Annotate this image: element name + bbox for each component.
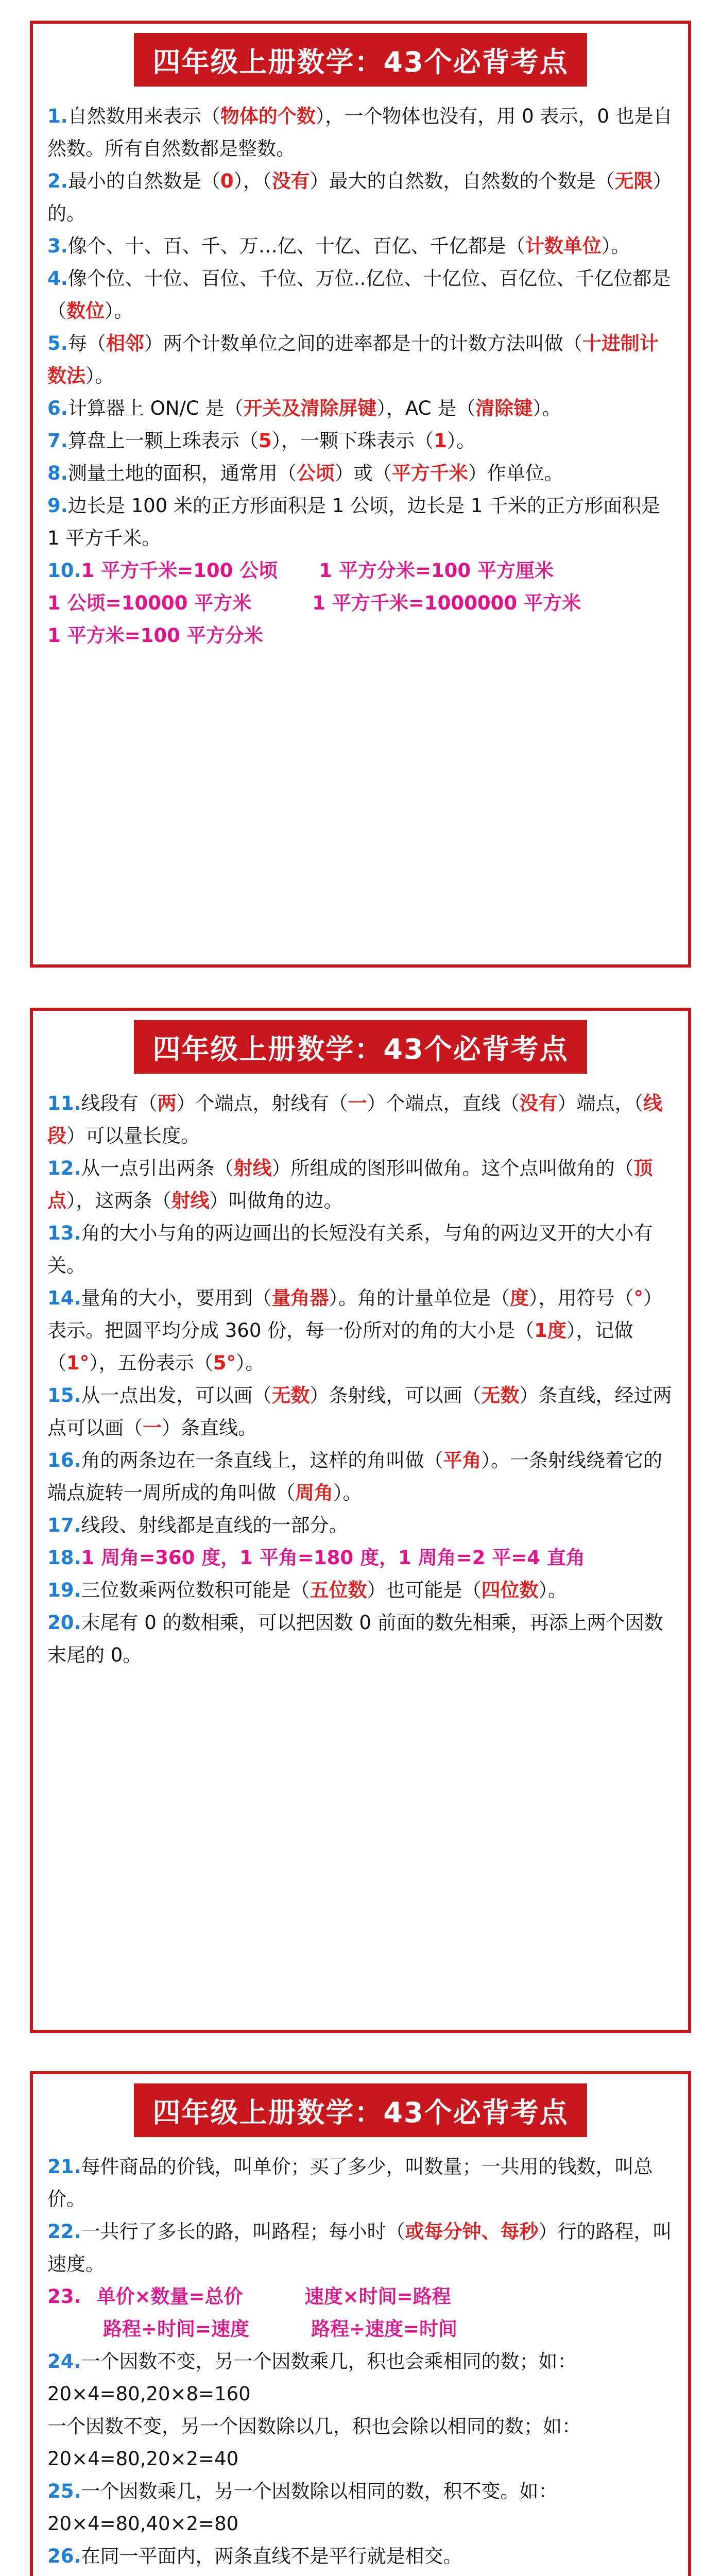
item-number: 14.	[47, 1287, 81, 1309]
highlight-text: 无限	[614, 170, 653, 192]
list-item	[47, 2475, 674, 2540]
list-item	[47, 165, 674, 230]
highlight-text: 五位数	[310, 1579, 367, 1601]
highlight-text: 没有	[519, 1092, 558, 1114]
item-text: ），AC 是（	[376, 397, 476, 419]
item-text: ）端点，（	[557, 1092, 644, 1114]
highlight-text: 一	[348, 1092, 367, 1114]
list-item	[47, 1606, 674, 1671]
item-text: 三位数乘两位数积可能是（	[81, 1579, 310, 1601]
highlight-text: 射线	[171, 1190, 210, 1212]
list-item	[47, 262, 674, 327]
item-text: 像个位、十位、百位、千位、万位..亿位、十亿位、百亿位、千亿位都是（	[47, 267, 671, 322]
item-text: ）最大的自然数，自然数的个数是（	[310, 170, 615, 192]
list-item	[47, 1574, 674, 1606]
item-text: 从一点引出两条（	[81, 1157, 234, 1179]
item-text: ）条直线，经过两点可以画（	[47, 1384, 672, 1439]
highlight-text: °	[633, 1287, 644, 1309]
item-text: 一个因数乘几，另一个因数除以相同的数，积不变。如：20×4=80,40×2=80	[47, 2480, 558, 2535]
item-number: 11.	[47, 1092, 81, 1114]
list-item	[47, 1509, 674, 1541]
list-item	[47, 489, 674, 554]
item-text: ）条射线，可以画（	[310, 1384, 482, 1406]
item-text: ）个端点，射线有（	[176, 1092, 348, 1114]
item-text: 末尾有 0 的数相乘，可以把因数 0 前面的数先相乘，再添上两个因数末尾的 0。	[47, 1612, 663, 1666]
item-text: 计算器上 ON/C 是（	[67, 397, 244, 419]
item-text: 角的大小与角的两边画出的长短没有关系，与角的两边叉开的大小有关。	[47, 1222, 653, 1277]
item-10-line2: 1 公顷=10000 平方米 1 平方千米=1000000 平方米	[47, 592, 581, 614]
item-text: 像个、十、百、千、万…亿、十亿、百亿、千亿都是（	[67, 235, 525, 257]
card-title: 四年级上册数学：43个必背考点	[134, 1020, 587, 1074]
item-number: 22.	[47, 2221, 81, 2243]
item-text: ）两个计数单位之间的进率都是十的计数方法叫做（	[144, 332, 582, 354]
list-item	[47, 1444, 674, 1509]
highlight-text: 开关及清除屏键	[243, 397, 377, 419]
list-item	[47, 2540, 674, 2572]
item-number: 4.	[47, 267, 68, 290]
item-text: ），这两条（	[66, 1190, 171, 1212]
item-text: 一个因数不变，另一个因数乘几，积也会乘相同的数；如：20×4=80,20×8=160	[47, 2350, 577, 2405]
item-text: 角的两条边在一条直线上，这样的角叫做（	[81, 1449, 443, 1471]
item-text: 在同一平面内，两条直线不是平行就是相交。	[81, 2545, 462, 2567]
item-number: 2.	[47, 170, 68, 192]
highlight-text: 周角	[295, 1482, 333, 1504]
list-item	[47, 1217, 674, 1282]
item-number: 17.	[47, 1514, 81, 1536]
item-text: 线段、射线都是直线的一部分。	[81, 1514, 348, 1536]
item-23: 23. 单价×数量=总价 速度×时间=路程	[47, 2285, 451, 2308]
list-item	[47, 1379, 674, 1444]
list-item	[47, 2215, 674, 2280]
highlight-text: 公顷	[296, 462, 335, 484]
highlight-text: 无数	[271, 1384, 310, 1406]
item-number: 13.	[47, 1222, 81, 1244]
highlight-text: 计数单位	[525, 235, 602, 257]
item-text: 从一点出发，可以画（	[81, 1384, 272, 1406]
highlight-text: 平角	[443, 1449, 482, 1471]
card-title: 四年级上册数学：43个必背考点	[134, 33, 587, 87]
item-text: 测量土地的面积，通常用（	[67, 462, 297, 484]
highlight-text: 1度	[534, 1319, 566, 1342]
highlight-text: 度	[510, 1287, 529, 1309]
item-text: ）所组成的图形叫做角。这个点叫做角的（	[271, 1157, 634, 1179]
item-number: 21.	[47, 2156, 81, 2178]
item-text: ）。	[538, 1579, 568, 1601]
item-18: 18.1 周角=360 度，1 平角=180 度，1 周角=2 平=4 直角	[47, 1547, 585, 1569]
item-number: 15.	[47, 1384, 81, 1406]
highlight-text: 数位	[66, 300, 105, 322]
item-number: 16.	[47, 1449, 81, 1471]
item-text: ）。	[533, 397, 561, 419]
highlight-text: 1°	[66, 1352, 90, 1374]
item-text: ）行的路程，叫速度。	[47, 2221, 672, 2275]
list-item	[47, 425, 674, 457]
item-text: ）或（	[334, 462, 392, 484]
item-number: 9.	[47, 495, 68, 517]
item-text: ），（	[233, 170, 272, 192]
highlight-text: 相邻	[106, 332, 144, 354]
highlight-text: 物体的个数	[220, 105, 316, 127]
item-text: ）作单位。	[468, 462, 563, 484]
item-10-line3: 1 平方米=100 平方分米	[47, 624, 263, 647]
item-text: ）。一条射线绕着它的端点旋转一周所成的角叫做（	[47, 1449, 663, 1504]
item-23-line2: 路程÷时间=速度 路程÷速度=时间	[103, 2318, 458, 2340]
item-text: 最小的自然数是（	[67, 170, 220, 192]
item-number: 19.	[47, 1579, 81, 1601]
list-item	[47, 2572, 674, 2576]
highlight-text: 没有	[271, 170, 310, 192]
item-10: 10.1 平方千米=100 公顷 1 平方分米=100 平方厘米	[47, 560, 554, 582]
highlight-text: 无数	[481, 1384, 520, 1406]
highlight-text: 5°	[213, 1352, 236, 1374]
highlight-text: 0	[220, 170, 234, 192]
item-number: 7.	[47, 430, 68, 452]
highlight-text: 线段	[47, 1092, 663, 1147]
item-text: 每件商品的价钱，叫单价；买了多少，叫数量；一共用的钱数，叫总价。	[47, 2156, 653, 2210]
highlight-text: 顶点	[47, 1157, 653, 1212]
highlight-text: 1	[434, 430, 447, 452]
card-2	[30, 1008, 691, 2033]
item-text: ）。	[105, 300, 133, 322]
item-number: 6.	[47, 397, 68, 419]
list-item	[47, 2150, 674, 2215]
item-number: 20.	[47, 1612, 81, 1634]
list-item	[47, 2410, 674, 2475]
item-text: 算盘上一颗上珠表示（	[67, 430, 259, 452]
item-number: 8.	[47, 462, 68, 484]
item-text: 量角的大小，要用到（	[81, 1287, 272, 1309]
item-text: ）个端点，直线（	[367, 1092, 520, 1114]
item-text: ），用符号（	[529, 1287, 634, 1309]
item-text: ）也可能是（	[367, 1579, 482, 1601]
item-number: 12.	[47, 1157, 81, 1179]
item-text: ），记做（	[47, 1319, 633, 1374]
list-item	[47, 457, 674, 489]
highlight-text: 平方千米	[391, 462, 468, 484]
highlight-text: 5	[258, 430, 272, 452]
list-item	[47, 2345, 674, 2410]
item-text: ）表示。把圆平均分成 360 份，每一份所对的角的大小是（	[47, 1287, 663, 1342]
item-text: ）的。	[47, 170, 672, 225]
highlight-text: 清除键	[475, 397, 533, 419]
item-text: ）。	[236, 1352, 265, 1374]
highlight-text: 两	[157, 1092, 177, 1114]
card-1	[30, 21, 691, 968]
item-text: ）。	[85, 365, 114, 387]
item-number: 25.	[47, 2480, 81, 2502]
card-3	[30, 2071, 691, 2576]
highlight-text: 一	[143, 1417, 162, 1439]
item-text: ），五份表示（	[89, 1352, 213, 1374]
list-item	[47, 230, 674, 262]
list-item	[47, 1282, 674, 1379]
item-text: ），一颗下珠表示（	[271, 430, 434, 452]
item-text: ）。	[601, 235, 630, 257]
item-text: 一共行了多长的路，叫路程；每小时（	[81, 2221, 405, 2243]
item-number: 5.	[47, 332, 68, 354]
item-number: 24.	[47, 2350, 81, 2372]
item-text: 每（	[67, 332, 106, 354]
highlight-text: 十进制计数法	[47, 332, 659, 387]
highlight-text: 或每分钟、每秒	[405, 2221, 539, 2243]
item-text: ）。	[447, 430, 476, 452]
highlight-text: 射线	[233, 1157, 272, 1179]
item-text: ）叫做角的边。	[209, 1190, 343, 1212]
item-text: ）。角的计量单位是（	[329, 1287, 510, 1309]
item-text: 一个因数不变，另一个因数除以几，积也会除以相同的数；如：20×4=80,20×2=40	[47, 2415, 581, 2470]
item-number: 1.	[47, 105, 68, 127]
list-item	[47, 327, 674, 392]
item-text: 边长是 100 米的正方形面积是 1 公顷，边长是 1 千米的正方形面积是 1 平方千米。	[47, 495, 661, 549]
item-text: ），一个物体也没有，用 0 表示，0 也是自然数。所有自然数都是整数。	[47, 105, 673, 160]
item-text: 自然数用来表示（	[67, 105, 220, 127]
list-item	[47, 100, 674, 165]
card-title: 四年级上册数学：43个必背考点	[134, 2083, 587, 2137]
list-item	[47, 392, 674, 425]
item-text: ）。	[333, 1482, 362, 1504]
highlight-text: 四位数	[481, 1579, 539, 1601]
item-number: 26.	[47, 2545, 81, 2567]
item-text: 线段有（	[81, 1092, 158, 1114]
highlight-text: 量角器	[271, 1287, 329, 1309]
list-item	[47, 1152, 674, 1217]
list-item	[47, 1087, 674, 1152]
item-text: ）条直线。	[162, 1417, 257, 1439]
item-text: ）可以量长度。	[66, 1125, 200, 1147]
item-number: 3.	[47, 235, 68, 257]
